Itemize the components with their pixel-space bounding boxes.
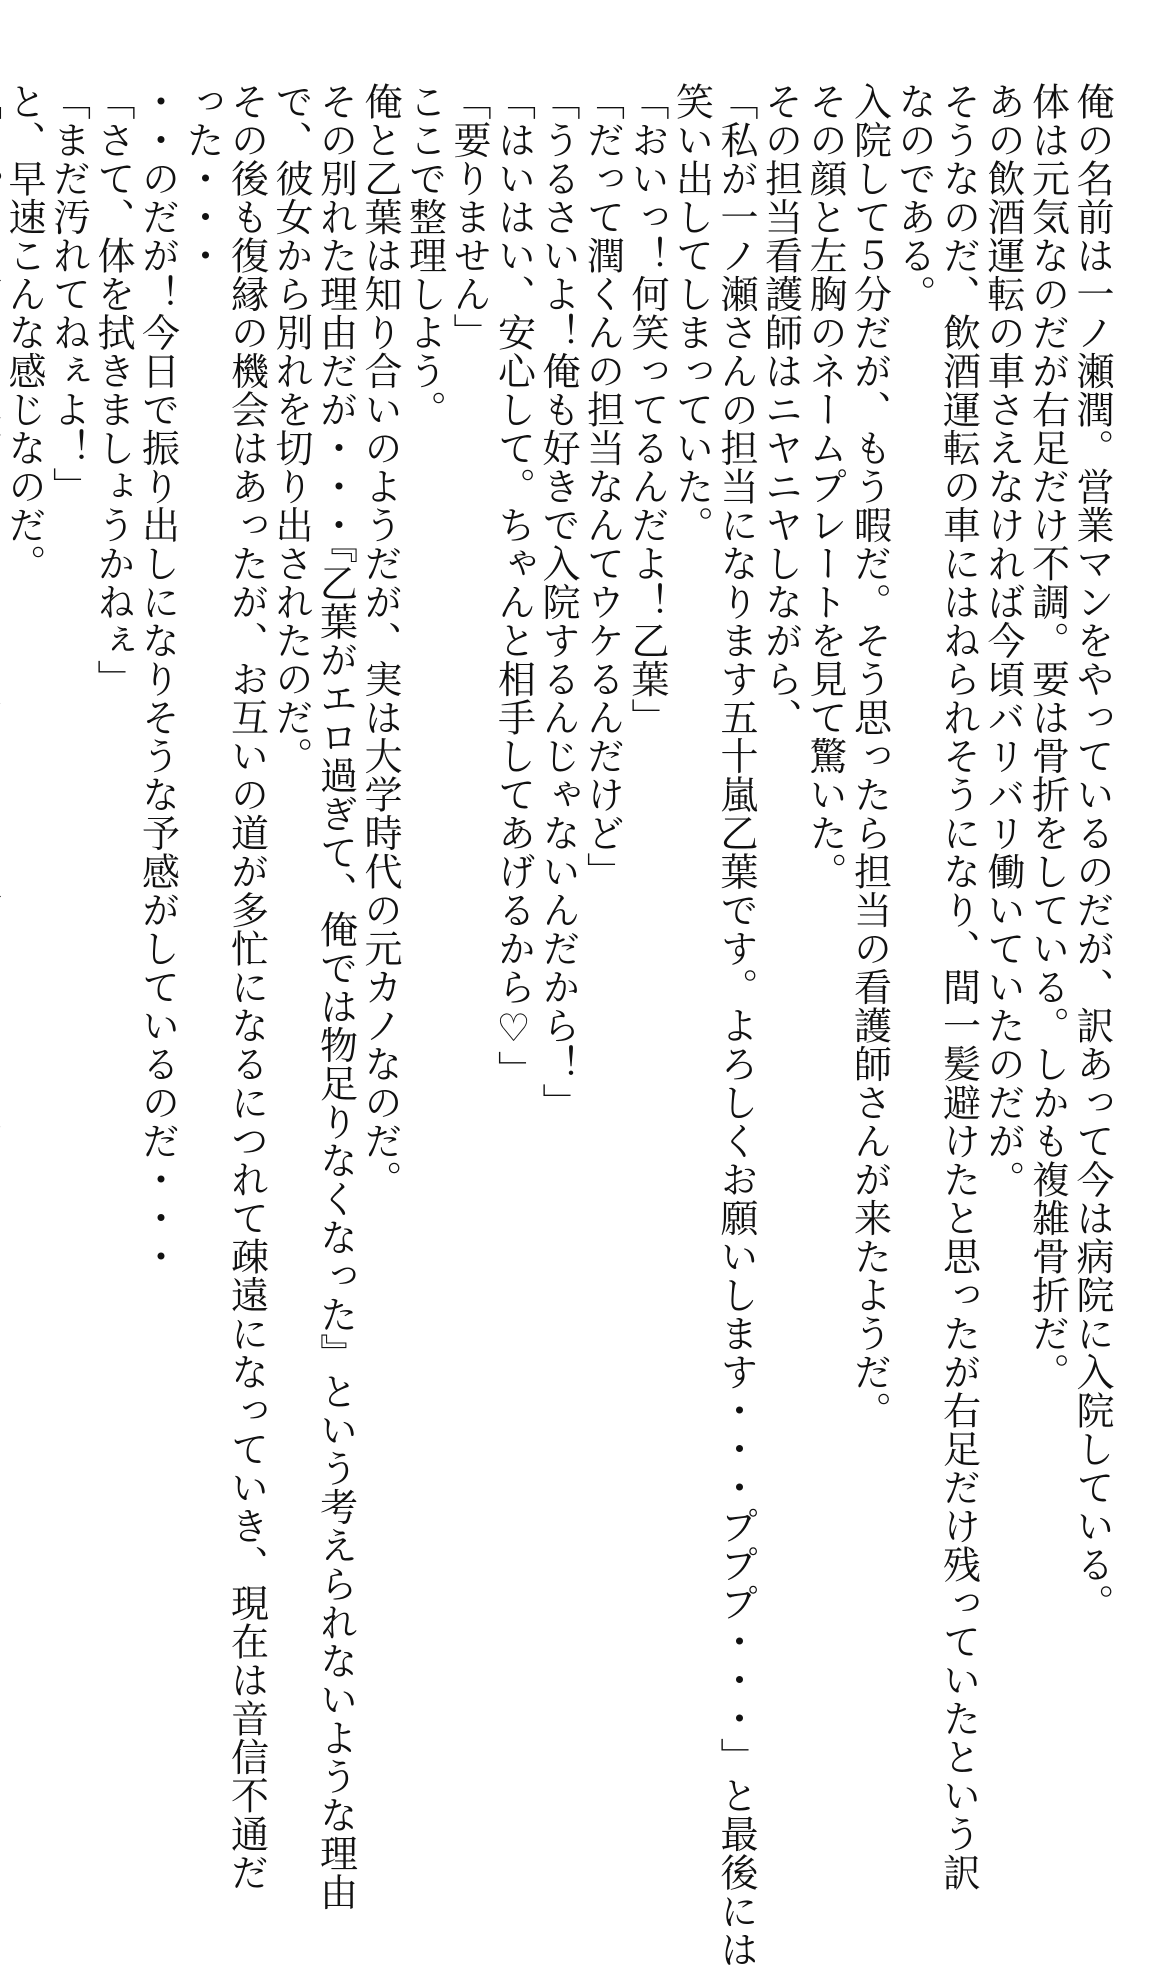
text-line: その顔と左胸のネームプレートを見て驚いた。 — [803, 82, 847, 891]
text-line: 入院して５分だが、もう暇だ。そう思ったら担当の看護師さんが来たようだ。 — [847, 82, 892, 1430]
vertical-text-body — [0, 82, 1114, 1969]
text-line: と、早速こんな感じなのだ。 — [2, 82, 46, 583]
text-line — [0, 82, 2, 1722]
text-line: 「おいっ！何笑ってるんだよ！乙葉」 — [625, 82, 669, 737]
text-line: で、彼女から別れを切り出されたのだ。 — [269, 82, 313, 775]
text-line: 「私が一ノ瀬さんの担当になります五十嵐乙葉です。よろしくお願いします・・・プププ・・・」と最後には — [714, 82, 758, 1969]
text-line: 体は元気なのだが右足だけ不調。要は骨折をしている。しかも複雑骨折だ。 — [1025, 82, 1070, 1391]
text-line: ここで整理しよう。 — [402, 82, 447, 429]
text-line: 「要りません」 — [447, 82, 491, 352]
text-line: 「さて、体を拭きましょうかねぇ」 — [91, 82, 135, 698]
text-line: 「はいはい、安心して。ちゃんと相手してあげるから♡」 — [491, 82, 536, 1089]
text-line: そうなのだ、飲酒運転の車にはねられそうになり、間一髪避けたと思ったが右足だけ残っていたという訳 — [936, 82, 981, 1892]
text-line: ・・のだが！今日で振り出しになりそうな予感がしているのだ・・・ — [135, 82, 180, 1276]
text-line: 俺と乙葉は知り合いのようだが、実は大学時代の元カノなのだ。 — [358, 82, 402, 1199]
text-line: 笑い出してしまっていた。 — [669, 82, 714, 544]
text-line: その別れた理由だが・・・『乙葉がエロ過ぎて、俺では物足りなくなった』という考えられないような理由 — [313, 82, 358, 1911]
text-line: なのである。 — [892, 82, 936, 313]
text-line: 俺の名前は一ノ瀬潤。営業マンをやっているのだが、訳あって今は病院に入院している。 — [1070, 82, 1114, 1622]
text-line: あの飲酒運転の車さえなければ今頃バリバリ働いていたのだが。 — [981, 82, 1025, 1199]
text-line: その担当看護師はニヤニヤしながら、 — [758, 82, 803, 737]
text-line: 「まだ汚れてねぇよ！」 — [46, 82, 91, 506]
text-line: その後も復縁の機会はあったが、お互いの道が多忙になるにつれて疎遠になっていき、現在は音信不通だ — [224, 82, 269, 1892]
text-line: った・・・ — [180, 82, 224, 275]
text-line: 「だって潤くんの担当なんてウケるんだけど」 — [580, 82, 625, 891]
text-line: 「うるさいよ！俺も好きで入院するんじゃないんだから！」 — [536, 82, 580, 1122]
